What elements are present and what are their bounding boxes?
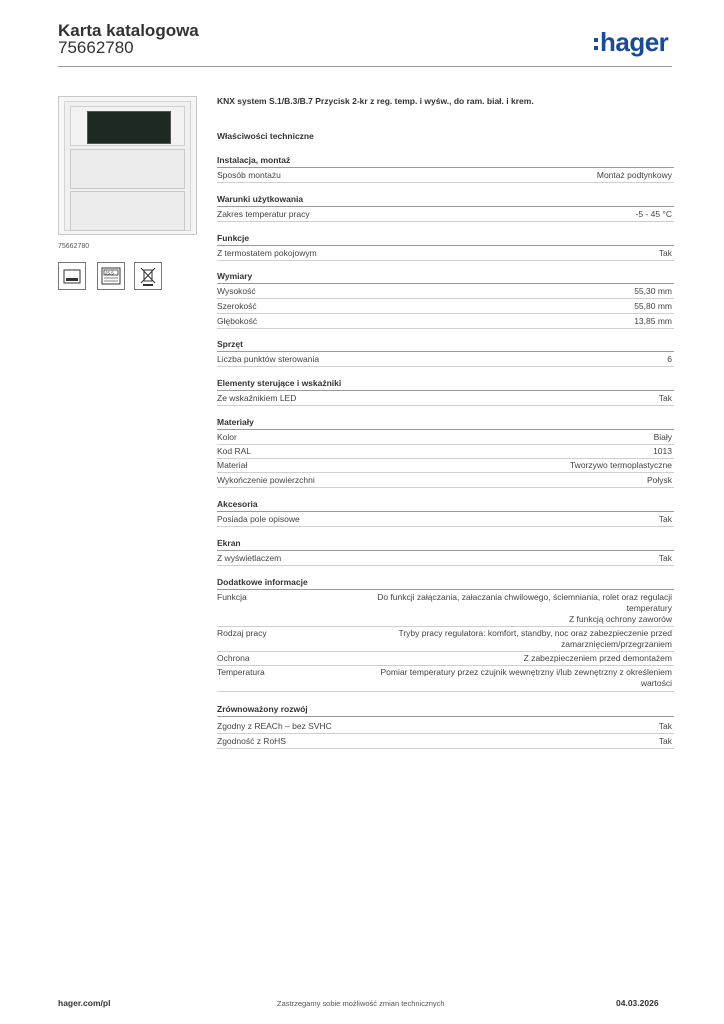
row-divider [217, 691, 674, 692]
spec-label: Posiada pole opisowe [217, 514, 300, 524]
spec-value-line: zamarznięciem/przegrzaniem [560, 639, 672, 649]
spec-value-multiline [398, 628, 672, 650]
row-divider [217, 665, 674, 666]
spec-label: Zakres temperatur pracy [217, 209, 310, 219]
spec-value: Połysk [646, 475, 672, 485]
spec-value: 55,80 mm [634, 301, 672, 311]
spec-label: Ochrona [217, 653, 250, 663]
spec-value: Montaż podtynkowy [596, 170, 672, 180]
spec-value-multiline [381, 667, 672, 689]
section-divider [217, 589, 674, 590]
section-title: Materiały [217, 417, 254, 427]
spec-value: Biały [653, 432, 672, 442]
spec-value: 1013 [653, 446, 672, 456]
row-divider [217, 260, 674, 261]
row-divider [217, 487, 674, 488]
row-divider [217, 313, 674, 314]
section-title: Warunki użytkowania [217, 194, 304, 204]
product-description: KNX system S.1/B.3/B.7 Przycisk 2-kr z reg. temp. i wyśw., do ram. biał. i krem. [217, 96, 534, 106]
row-divider [217, 405, 674, 406]
header-divider [58, 66, 672, 67]
spec-value-line: Tryby pracy regulatora: komfort, standby, noc oraz zabezpieczenie przed [398, 628, 672, 638]
section-title: Dodatkowe informacje [217, 577, 308, 587]
spec-value: Tworzywo termoplastyczne [569, 460, 672, 470]
spec-label: Wykończenie powierzchni [217, 475, 315, 485]
section-divider [217, 167, 674, 168]
spec-value-line: Pomiar temperatury przez czujnik wewnętrzny i/lub zewnętrzny z określeniem [380, 667, 672, 677]
technical-properties-heading: Właściwości techniczne [217, 131, 314, 141]
thermostat-symbol-icon [97, 262, 125, 290]
spec-label: Funkcja [217, 592, 247, 602]
row-divider [217, 733, 674, 734]
spec-label: Zgodność z RoHS [217, 736, 286, 746]
display-symbol-icon [58, 262, 86, 290]
spec-label: Zgodny z REACh – bez SVHC [217, 721, 332, 731]
device-key-upper [70, 149, 185, 189]
spec-value: Z zabezpieczeniem przed demontażem [523, 653, 672, 663]
section-title: Elementy sterujące i wskaźniki [217, 378, 342, 388]
spec-row [217, 592, 674, 626]
row-divider [217, 458, 674, 459]
spec-value: Tak [658, 393, 672, 403]
spec-label: Szerokość [217, 301, 257, 311]
hager-logo [594, 27, 668, 57]
footer-website: hager.com/pl [58, 998, 111, 1008]
spec-label: Rodzaj pracy [217, 628, 267, 638]
spec-label: Kod RAL [217, 446, 252, 456]
spec-label: Materiał [217, 460, 248, 470]
section-title: Ekran [217, 538, 241, 548]
spec-value-line: Do funkcji załączania, załaczania chwilowego, ściemniania, rolet oraz regulacji [377, 592, 672, 602]
spec-value: 6 [667, 354, 672, 364]
section-divider [217, 550, 674, 551]
spec-label: Głębokość [217, 316, 258, 326]
svg-text:25.5: 25.5 [105, 270, 114, 276]
row-divider [217, 565, 674, 566]
spec-value-multiline [377, 592, 672, 625]
spec-value: 55,30 mm [634, 286, 672, 296]
section-divider [217, 245, 674, 246]
spec-label: Temperatura [217, 667, 265, 677]
spec-label: Kolor [217, 432, 237, 442]
section-divider [217, 206, 674, 207]
spec-row [217, 667, 674, 690]
spec-value: Tak [658, 721, 672, 731]
row-divider [217, 472, 674, 473]
section-divider [217, 511, 674, 512]
spec-label: Liczba punktów sterowania [217, 354, 320, 364]
spec-label: Z termostatem pokojowym [217, 248, 317, 258]
spec-label: Wysokość [217, 286, 256, 296]
section-divider [217, 351, 674, 352]
footer-disclaimer: Zastrzegamy sobie możliwość zmian technicznych [277, 999, 445, 1008]
spec-value: Tak [658, 553, 672, 563]
section-divider [217, 716, 674, 717]
product-code: 75662780 [58, 38, 134, 57]
section-title: Funkcje [217, 233, 250, 243]
row-divider [217, 526, 674, 527]
row-divider [217, 221, 674, 222]
section-divider [217, 283, 674, 284]
spec-value-line: wartości [640, 678, 672, 688]
logo-dots-icon [594, 38, 598, 50]
spec-value: -5 - 45 °C [635, 209, 672, 219]
row-divider [217, 298, 674, 299]
section-title: Zrównoważony rozwój [217, 704, 308, 714]
row-divider [217, 444, 674, 445]
device-key-lower [70, 191, 185, 231]
spec-label: Z wyświetlaczem [217, 553, 282, 563]
row-divider [217, 366, 674, 367]
device-illustration [64, 101, 191, 231]
section-title: Sprzęt [217, 339, 243, 349]
spec-value: Tak [658, 248, 672, 258]
section-title: Instalacja, montaż [217, 155, 291, 165]
row-divider [217, 651, 674, 652]
device-display [87, 111, 171, 144]
document-title: Karta katalogowa [58, 21, 199, 40]
weee-crossed-bin-icon [134, 262, 162, 290]
section-divider [217, 429, 674, 430]
product-image [58, 96, 197, 235]
section-divider [217, 390, 674, 391]
row-divider [217, 328, 674, 329]
section-title: Wymiary [217, 271, 253, 281]
spec-value: 13,85 mm [634, 316, 672, 326]
spec-label: Sposób montażu [217, 170, 281, 180]
spec-value: Tak [658, 736, 672, 746]
spec-value-line: temperatury [626, 603, 672, 613]
spec-value-line: Z funkcją ochrony zaworów [569, 614, 672, 624]
row-divider [217, 182, 674, 183]
image-caption: 75662780 [58, 243, 90, 250]
spec-label: Ze wskaźnikiem LED [217, 393, 297, 403]
spec-row [217, 628, 674, 651]
footer-date: 04.03.2026 [616, 998, 659, 1008]
section-title: Akcesoria [217, 499, 258, 509]
row-divider [217, 626, 674, 627]
row-divider [217, 748, 674, 749]
spec-value: Tak [658, 514, 672, 524]
logo-text: hager [600, 27, 669, 57]
